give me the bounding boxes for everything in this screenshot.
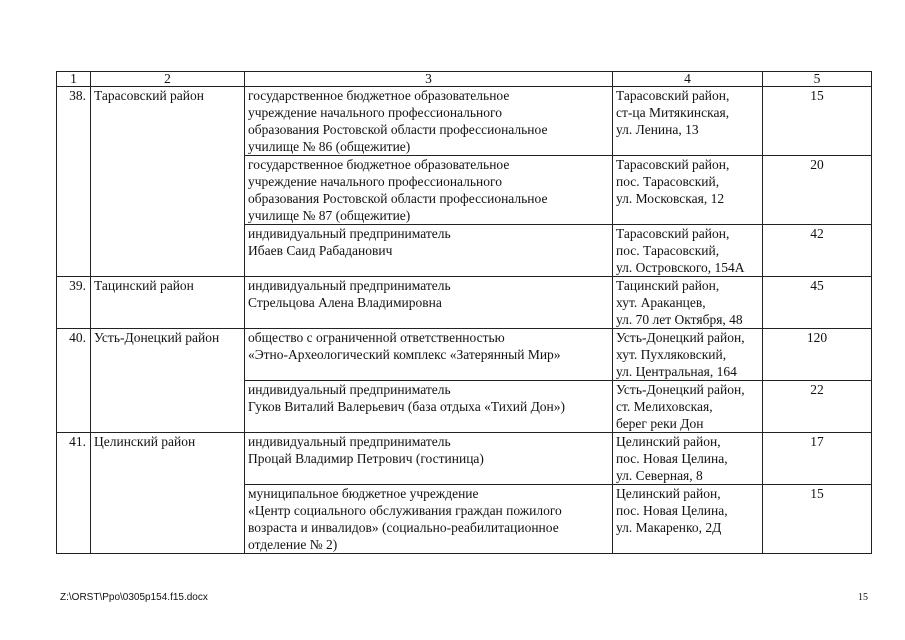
organization-cell xyxy=(245,156,613,225)
address-cell xyxy=(613,485,763,554)
header-cell-5: 5 xyxy=(763,72,872,87)
address-cell xyxy=(613,329,763,381)
organization-cell xyxy=(245,381,613,433)
count-cell: 120 xyxy=(763,329,872,381)
header-cell-2: 2 xyxy=(91,72,245,87)
count-cell: 42 xyxy=(763,225,872,277)
row-number-cell: 41. xyxy=(57,433,91,554)
header-cell-3: 3 xyxy=(245,72,613,87)
organization-cell-line: Процай Владимир Петрович (гостиница) xyxy=(248,451,484,466)
organization-cell-line: индивидуальный предприниматель xyxy=(248,382,451,397)
address-cell-line: хут. Араканцев, xyxy=(616,295,706,310)
district-cell: Тарасовский район xyxy=(91,87,245,277)
address-cell-line: Тарасовский район, xyxy=(616,226,730,241)
document-table xyxy=(56,71,872,554)
organization-cell xyxy=(245,329,613,381)
organization-cell xyxy=(245,87,613,156)
address-cell xyxy=(613,433,763,485)
table-row xyxy=(57,277,872,329)
address-cell-line: Тарасовский район, xyxy=(616,88,730,103)
organization-cell-line: отделение № 2) xyxy=(248,537,338,552)
address-cell-line: ст-ца Митякинская, xyxy=(616,105,730,120)
organization-cell-line: государственное бюджетное образовательное xyxy=(248,157,510,172)
address-cell xyxy=(613,87,763,156)
address-cell-line: Усть-Донецкий район, xyxy=(616,382,745,397)
count-cell: 45 xyxy=(763,277,872,329)
organization-cell xyxy=(245,277,613,329)
district-cell: Тацинский район xyxy=(91,277,245,329)
address-cell-line: пос. Новая Целина, xyxy=(616,451,728,466)
address-cell-line: ул. Ленина, 13 xyxy=(616,122,699,137)
organization-cell-line: образования Ростовской области профессиональное xyxy=(248,122,548,137)
organization-cell xyxy=(245,433,613,485)
address-cell-line: Усть-Донецкий район, xyxy=(616,330,745,345)
count-cell: 15 xyxy=(763,485,872,554)
organization-cell-line: индивидуальный предприниматель xyxy=(248,434,451,449)
address-cell-line: Тацинский район, xyxy=(616,278,720,293)
organization-cell-line: возраста и инвалидов» (социально-реабилитационное xyxy=(248,520,559,535)
table-header-row xyxy=(57,72,872,87)
address-cell-line: Целинский район, xyxy=(616,486,721,501)
row-number-cell: 39. xyxy=(57,277,91,329)
row-number-cell: 38. xyxy=(57,87,91,277)
organization-cell xyxy=(245,485,613,554)
organization-cell xyxy=(245,225,613,277)
organization-cell-line: учреждение начального профессионального xyxy=(248,174,502,189)
address-cell-line: ул. Макаренко, 2Д xyxy=(616,520,722,535)
address-cell-line: хут. Пухляковский, xyxy=(616,347,727,362)
organization-cell-line: индивидуальный предприниматель xyxy=(248,226,451,241)
address-cell xyxy=(613,381,763,433)
organization-cell-line: училище № 87 (общежитие) xyxy=(248,208,411,223)
table-row xyxy=(57,329,872,381)
address-cell-line: Тарасовский район, xyxy=(616,157,730,172)
row-number-cell: 40. xyxy=(57,329,91,433)
footer-file-path: Z:\ORST\Ppo\0305p154.f15.docx xyxy=(60,592,208,603)
table-row xyxy=(57,433,872,485)
district-cell: Усть-Донецкий район xyxy=(91,329,245,433)
address-cell-line: пос. Новая Целина, xyxy=(616,503,728,518)
organization-cell-line: «Центр социального обслуживания граждан пожилого xyxy=(248,503,562,518)
table-row xyxy=(57,87,872,156)
address-cell xyxy=(613,277,763,329)
organization-cell-line: общество с ограниченной ответственностью xyxy=(248,330,505,345)
organization-cell-line: учреждение начального профессионального xyxy=(248,105,502,120)
table-body xyxy=(57,72,872,554)
address-cell-line: ул. Островского, 154А xyxy=(616,260,745,275)
header-cell-4: 4 xyxy=(613,72,763,87)
organization-cell-line: образования Ростовской области профессиональное xyxy=(248,191,548,206)
address-cell xyxy=(613,225,763,277)
organization-cell-line: «Этно-Археологический комплекс «Затерянный Мир» xyxy=(248,347,561,362)
organization-cell-line: индивидуальный предприниматель xyxy=(248,278,451,293)
address-cell xyxy=(613,156,763,225)
organization-cell-line: муниципальное бюджетное учреждение xyxy=(248,486,479,501)
address-cell-line: ст. Мелиховская, xyxy=(616,399,713,414)
address-cell-line: Целинский район, xyxy=(616,434,721,449)
address-cell-line: берег реки Дон xyxy=(616,416,704,431)
organization-cell-line: училище № 86 (общежитие) xyxy=(248,139,411,154)
organization-cell-line: Стрельцова Алена Владимировна xyxy=(248,295,442,310)
count-cell: 15 xyxy=(763,87,872,156)
address-cell-line: пос. Тарасовский, xyxy=(616,243,720,258)
organization-cell-line: Гуков Виталий Валерьевич (база отдыха «Тихий Дон») xyxy=(248,399,565,414)
district-cell: Целинский район xyxy=(91,433,245,554)
footer-page-number: 15 xyxy=(858,592,868,603)
count-cell: 20 xyxy=(763,156,872,225)
count-cell: 22 xyxy=(763,381,872,433)
address-cell-line: ул. Центральная, 164 xyxy=(616,364,737,379)
count-cell: 17 xyxy=(763,433,872,485)
address-cell-line: ул. 70 лет Октября, 48 xyxy=(616,312,743,327)
organization-cell-line: государственное бюджетное образовательное xyxy=(248,88,510,103)
address-cell-line: ул. Московская, 12 xyxy=(616,191,725,206)
header-cell-1: 1 xyxy=(57,72,91,87)
address-cell-line: пос. Тарасовский, xyxy=(616,174,720,189)
organization-cell-line: Ибаев Саид Рабаданович xyxy=(248,243,393,258)
address-cell-line: ул. Северная, 8 xyxy=(616,468,703,483)
